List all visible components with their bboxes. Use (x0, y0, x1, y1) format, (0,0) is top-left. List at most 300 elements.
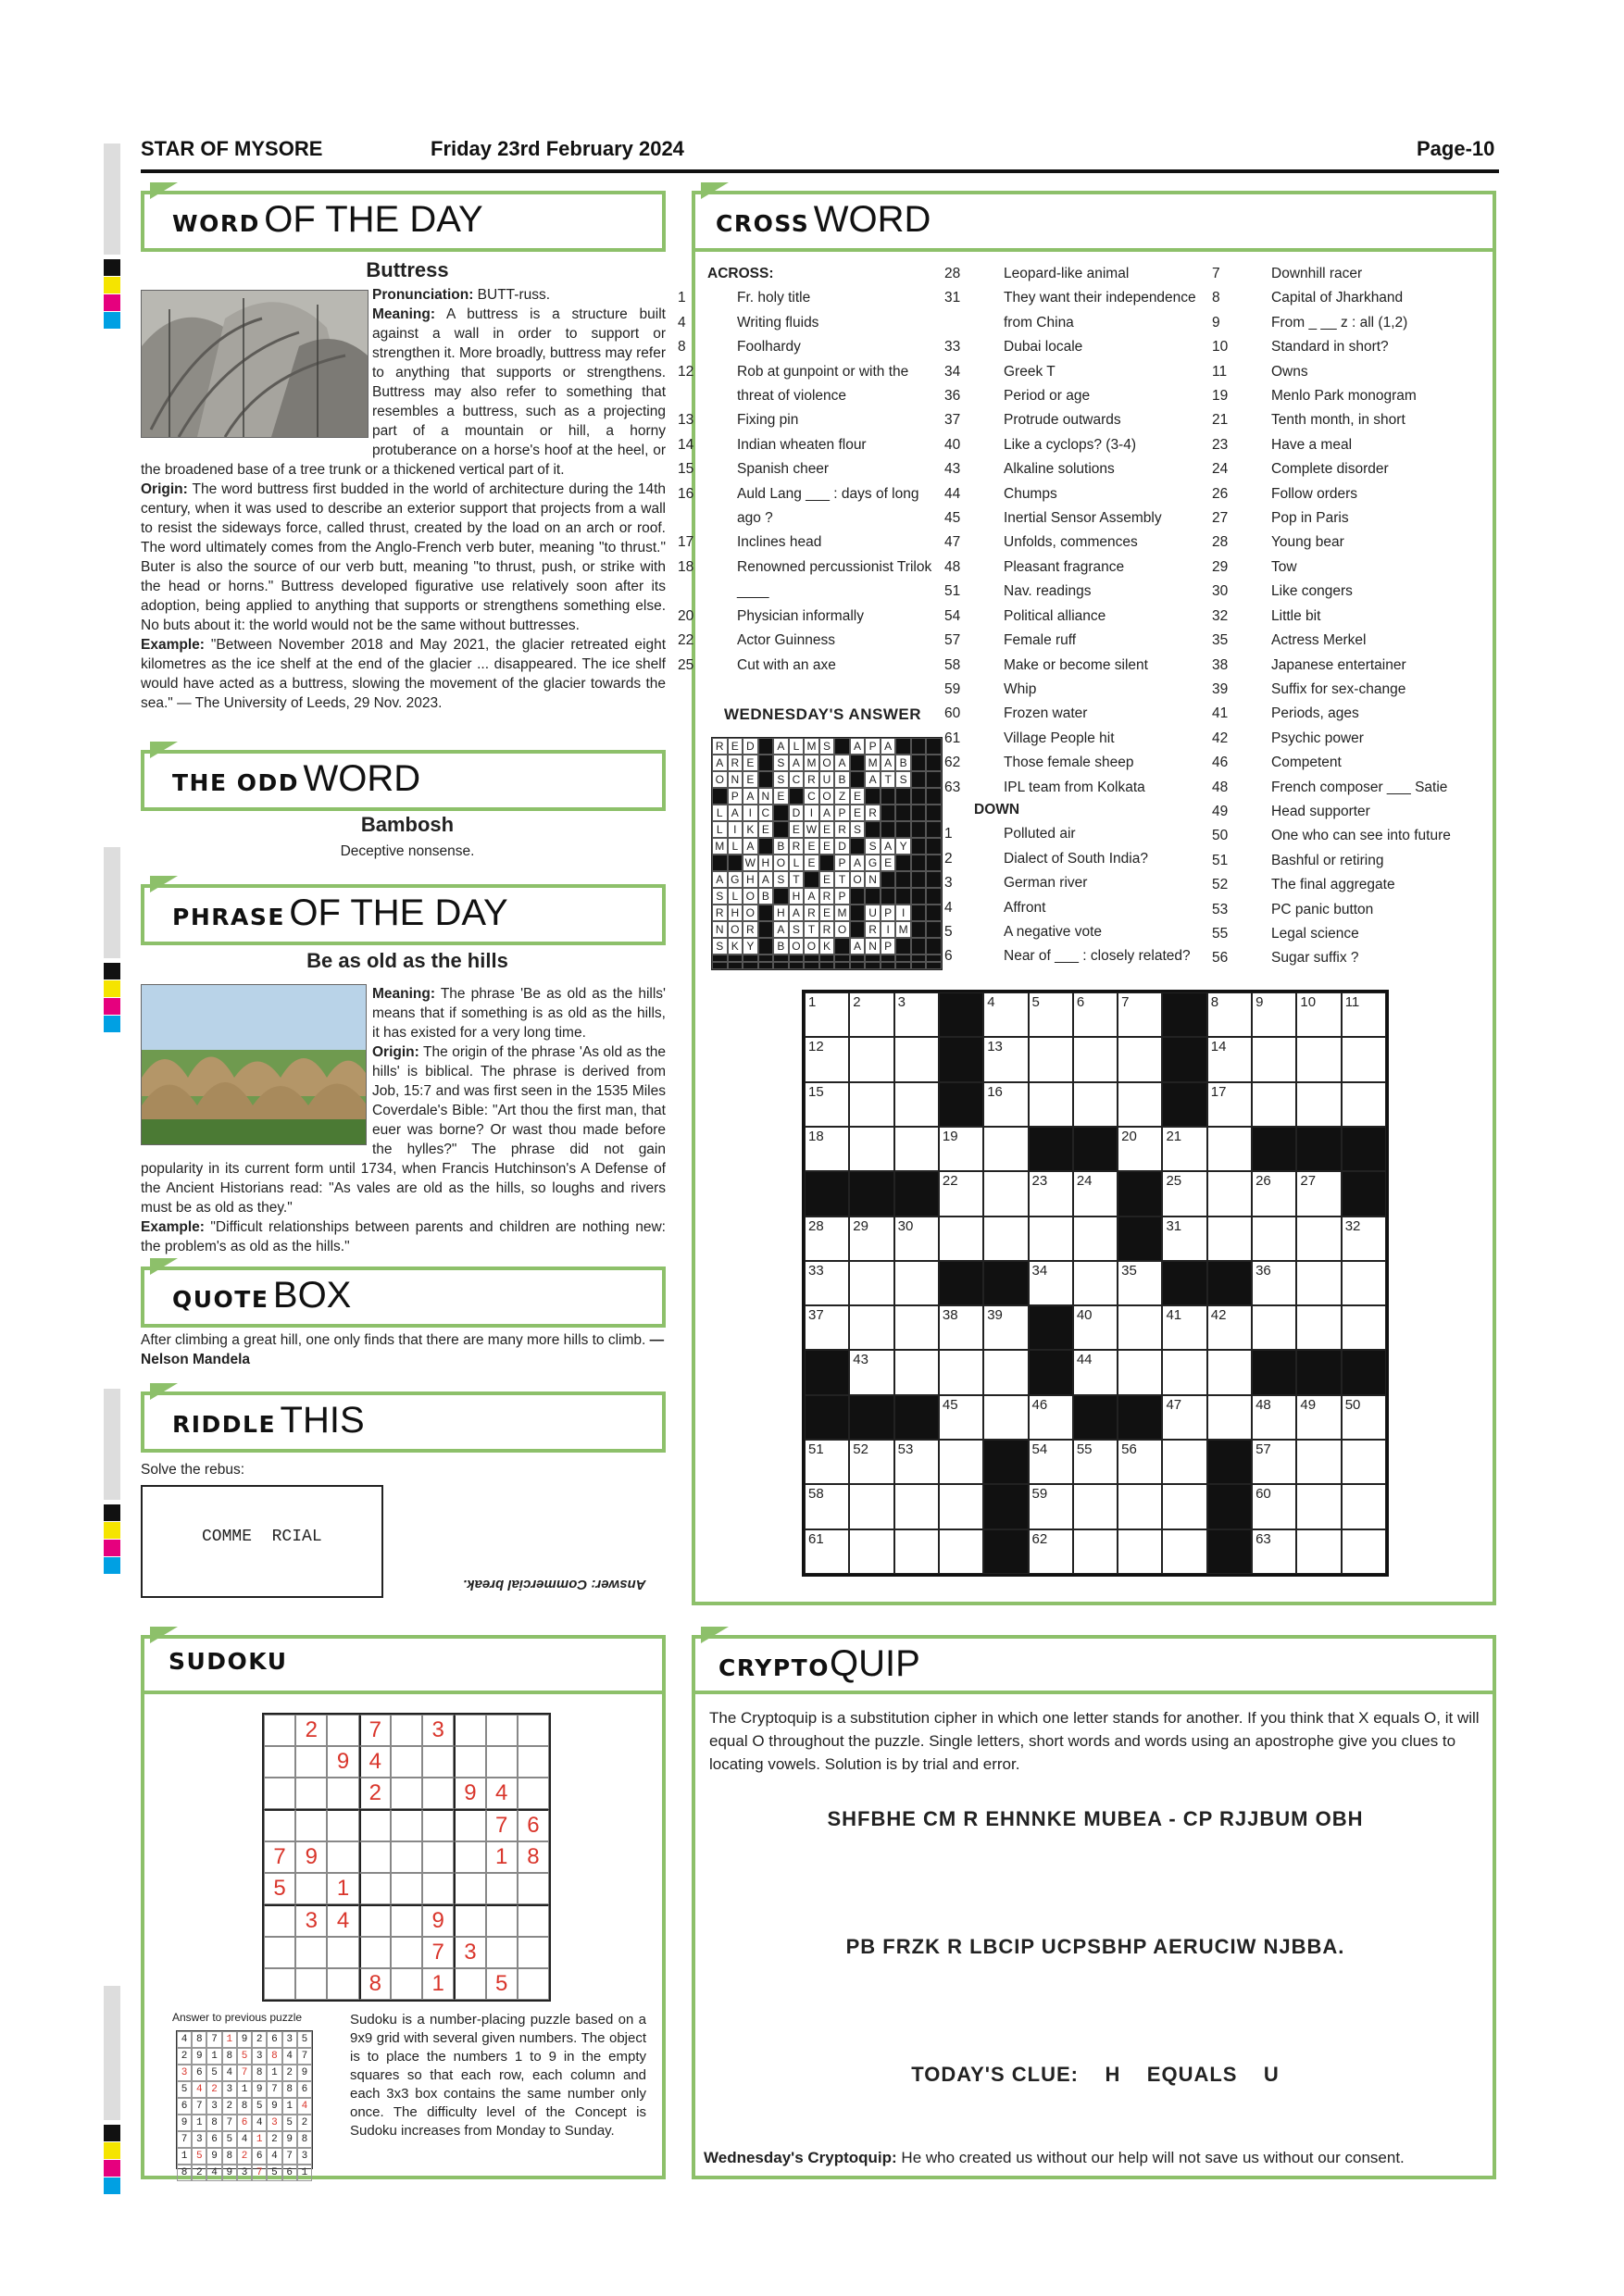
clue-text: Bashful or retiring (1271, 852, 1384, 868)
cmyk-swatch-cyan (104, 1557, 120, 1574)
sudoku-cell[interactable] (264, 1937, 295, 1968)
sudoku-cell[interactable] (486, 1715, 518, 1746)
crossword-cell[interactable] (1342, 1261, 1386, 1305)
crossword-cell[interactable] (1342, 1484, 1386, 1529)
crossword-cell[interactable]: 24 (1073, 1171, 1118, 1216)
answer-cell: N (865, 871, 881, 888)
previous-answer-cell: 6 (206, 2131, 221, 2148)
crossword-cell[interactable] (849, 1484, 893, 1529)
crossword-cell[interactable]: 25 (1162, 1171, 1206, 1216)
crossword-cell[interactable]: 57 (1252, 1440, 1296, 1484)
crossword-cell[interactable]: 44 (1073, 1350, 1118, 1394)
crossword-cell[interactable] (894, 1484, 939, 1529)
crossword-cell[interactable] (1073, 1037, 1118, 1081)
crossword-cell[interactable]: 28 (805, 1217, 849, 1261)
crossword-cell[interactable]: 23 (1029, 1171, 1073, 1216)
sudoku-cell[interactable] (391, 1809, 422, 1841)
clue-text: Have a meal (1271, 436, 1353, 453)
sudoku-cell[interactable] (295, 1968, 327, 2000)
previous-answer-cell: 7 (222, 2115, 237, 2131)
clue-text: Cut with an axe (737, 656, 836, 673)
answer-cell: M (865, 755, 881, 771)
crossword-cell[interactable] (1207, 1395, 1252, 1440)
crossword-cell[interactable]: 56 (1118, 1440, 1162, 1484)
crossword-cell[interactable] (1073, 1082, 1118, 1127)
clue-number: 14 (678, 436, 694, 453)
crossword-cell[interactable] (1207, 1171, 1252, 1216)
sudoku-cell[interactable] (264, 1968, 295, 2000)
cryptoquip-title: CRYPTOQUIP (718, 1643, 920, 1684)
crossword-cell[interactable]: 34 (1029, 1261, 1073, 1305)
crossword-cell[interactable]: 14 (1207, 1037, 1252, 1081)
crossword-cell[interactable]: 48 (1252, 1395, 1296, 1440)
crossword-clue (944, 776, 1224, 800)
crossword-cell[interactable] (894, 1305, 939, 1350)
crossword-clue (1212, 873, 1492, 897)
answer-cell (911, 955, 927, 962)
crossword-cell (1073, 1395, 1118, 1440)
crossword-cell[interactable]: 33 (805, 1261, 849, 1305)
wednesday-answer-grid (711, 737, 943, 970)
answer-cell: E (804, 838, 819, 855)
crossword-cell[interactable] (894, 1037, 939, 1081)
sudoku-cell[interactable] (422, 1873, 454, 1904)
sudoku-cell[interactable] (454, 1715, 485, 1746)
sudoku-cell[interactable] (454, 1746, 485, 1778)
crossword-cell[interactable]: 54 (1029, 1440, 1073, 1484)
crossword-clue (1212, 751, 1492, 775)
crossword-cell[interactable]: 11 (1342, 992, 1386, 1037)
answer-cell (804, 962, 819, 969)
answer-cell (850, 755, 866, 771)
sudoku-cell[interactable] (327, 1778, 358, 1809)
crossword-cell[interactable]: 19 (939, 1127, 983, 1171)
previous-answer-cell: 3 (222, 2081, 237, 2098)
crossword-cell[interactable] (939, 1217, 983, 1261)
answer-cell (911, 838, 927, 855)
crossword-cell[interactable] (1342, 1037, 1386, 1081)
crossword-cell[interactable]: 8 (1207, 992, 1252, 1037)
crossword-clue (944, 262, 1224, 286)
sudoku-cell[interactable] (518, 1968, 549, 2000)
sudoku-cell[interactable] (486, 1904, 518, 1937)
clue-text: Unfolds, commences (1004, 534, 1138, 551)
clue-number: 28 (944, 266, 961, 281)
crossword-cell[interactable]: 17 (1207, 1082, 1252, 1127)
answer-cell (911, 905, 927, 921)
crossword-cell[interactable]: 59 (1029, 1484, 1073, 1529)
sudoku-cell: 5 (264, 1873, 295, 1904)
crossword-cell[interactable] (894, 1529, 939, 1574)
answer-cell (773, 821, 789, 838)
crossword-cell[interactable] (1342, 1082, 1386, 1127)
crossword-cell[interactable] (1252, 1082, 1296, 1127)
crossword-cell[interactable]: 18 (805, 1127, 849, 1171)
crossword-cell[interactable]: 40 (1073, 1305, 1118, 1350)
crossword-clue (1212, 727, 1492, 751)
crossword-cell[interactable]: 5 (1029, 992, 1073, 1037)
crossword-cell[interactable] (849, 1529, 893, 1574)
sudoku-cell[interactable] (264, 1746, 295, 1778)
crossword-cell[interactable]: 29 (849, 1217, 893, 1261)
crossword-cell[interactable] (1073, 1529, 1118, 1574)
sudoku-cell[interactable] (295, 1778, 327, 1809)
crossword-clue (1212, 482, 1492, 506)
crossword-grid[interactable] (802, 990, 1389, 1577)
crossword-cell[interactable]: 21 (1162, 1127, 1206, 1171)
crossword-cell[interactable] (1252, 1037, 1296, 1081)
crossword-cell[interactable]: 32 (1342, 1217, 1386, 1261)
crossword-cell[interactable]: 52 (849, 1440, 893, 1484)
sudoku-cell[interactable] (454, 1968, 485, 2000)
crossword-cell[interactable]: 4 (983, 992, 1028, 1037)
crossword-clue (1212, 605, 1492, 629)
answer-cell (712, 962, 728, 969)
clue-text: From _ __ z : all (1,2) (1271, 314, 1408, 331)
sudoku-cell[interactable] (391, 1968, 422, 2000)
crossword-cell[interactable]: 26 (1252, 1171, 1296, 1216)
crossword-cell[interactable]: 43 (849, 1350, 893, 1394)
crossword-cell[interactable]: 6 (1073, 992, 1118, 1037)
crossword-cell[interactable]: 42 (1207, 1305, 1252, 1350)
previous-answer-cell: 1 (297, 2165, 312, 2181)
sudoku-cell[interactable] (359, 1937, 391, 1968)
sudoku-cell: 3 (422, 1715, 454, 1746)
crossword-cell[interactable]: 12 (805, 1037, 849, 1081)
crossword-cell[interactable] (983, 1217, 1028, 1261)
answer-cell (895, 738, 911, 755)
crossword-clue (1212, 457, 1492, 481)
crossword-cell[interactable] (894, 1350, 939, 1394)
crossword-cell[interactable]: 51 (805, 1440, 849, 1484)
crossword-cell[interactable]: 35 (1118, 1261, 1162, 1305)
answer-cell: C (789, 771, 805, 788)
clue-number: 9 (1212, 314, 1220, 331)
crossword-cell[interactable]: 9 (1252, 992, 1296, 1037)
crossword-cell[interactable] (1118, 1529, 1162, 1574)
sudoku-cell[interactable] (391, 1841, 422, 1873)
answer-cell: N (712, 921, 728, 938)
crossword-cell[interactable]: 45 (939, 1395, 983, 1440)
crossword-cell[interactable] (849, 1127, 893, 1171)
sudoku-cell: 9 (327, 1746, 358, 1778)
crossword-clue (944, 555, 1224, 580)
crossword-cell[interactable]: 61 (805, 1529, 849, 1574)
crossword-cell[interactable] (1342, 1305, 1386, 1350)
sudoku-cell[interactable] (359, 1809, 391, 1841)
previous-answer-cell: 6 (282, 2165, 297, 2181)
sudoku-cell[interactable] (422, 1746, 454, 1778)
crossword-cell[interactable]: 39 (983, 1305, 1028, 1350)
answer-cell: O (850, 871, 866, 888)
sudoku-cell[interactable] (518, 1778, 549, 1809)
crossword-cell[interactable] (939, 1484, 983, 1529)
crossword-cell[interactable] (983, 1127, 1028, 1171)
previous-answer-cell: 9 (192, 2048, 206, 2065)
sudoku-cell[interactable] (518, 1746, 549, 1778)
crossword-cell[interactable] (849, 1082, 893, 1127)
crossword-cell[interactable] (849, 1037, 893, 1081)
answer-cell (881, 805, 896, 821)
crossword-cell[interactable]: 2 (849, 992, 893, 1037)
sudoku-cell: 2 (359, 1778, 391, 1809)
previous-answer-cell: 5 (237, 2048, 252, 2065)
crossword-cell[interactable] (1207, 1217, 1252, 1261)
crossword-cell[interactable]: 41 (1162, 1305, 1206, 1350)
sudoku-cell[interactable] (327, 1968, 358, 2000)
sudoku-cell[interactable] (295, 1746, 327, 1778)
sudoku-cell[interactable] (422, 1809, 454, 1841)
crossword-clue (1212, 629, 1492, 653)
crossword-cell[interactable]: 50 (1342, 1395, 1386, 1440)
crossword-cell[interactable] (894, 1082, 939, 1127)
sudoku-cell[interactable] (264, 1809, 295, 1841)
answer-cell (789, 955, 805, 962)
crossword-cell[interactable]: 3 (894, 992, 939, 1037)
previous-answer-cell: 2 (297, 2115, 312, 2131)
riddle-answer: Answer: Commercial break. (463, 1577, 646, 1592)
crossword-cell[interactable] (1118, 1305, 1162, 1350)
crossword-cell[interactable] (1296, 1261, 1341, 1305)
crossword-cell[interactable] (1118, 1082, 1162, 1127)
previous-answer-cell: 8 (297, 2131, 312, 2148)
answer-cell: E (819, 838, 835, 855)
cmyk-swatch-magenta (104, 2160, 120, 2177)
crossword-cell[interactable]: 46 (1029, 1395, 1073, 1440)
clue-text: Spanish cheer (737, 461, 830, 478)
crossword-cell[interactable] (1162, 1529, 1206, 1574)
crossword-cell[interactable]: 10 (1296, 992, 1341, 1037)
sudoku-cell[interactable] (422, 1841, 454, 1873)
crossword-cell (1207, 1484, 1252, 1529)
crossword-cell[interactable]: 62 (1029, 1529, 1073, 1574)
sudoku-cell[interactable] (454, 1873, 485, 1904)
answer-cell: R (865, 921, 881, 938)
sudoku-cell[interactable] (518, 1904, 549, 1937)
answer-cell (895, 938, 911, 955)
answer-cell (712, 855, 728, 871)
crossword-cell[interactable] (939, 1440, 983, 1484)
crossword-cell[interactable] (1296, 1529, 1341, 1574)
crossword-cell[interactable]: 55 (1073, 1440, 1118, 1484)
clue-text: Downhill racer (1271, 266, 1363, 281)
crossword-cell[interactable]: 53 (894, 1440, 939, 1484)
clue-text: Like a cyclops? (3-4) (1004, 436, 1137, 453)
clue-number: 23 (1212, 436, 1229, 453)
crossword-cell[interactable]: 37 (805, 1305, 849, 1350)
clue-number: 58 (944, 656, 961, 673)
sudoku-cell[interactable] (295, 1873, 327, 1904)
sudoku-cell[interactable] (359, 1904, 391, 1937)
sudoku-cell[interactable] (391, 1937, 422, 1968)
previous-answer-cell: 4 (267, 2148, 281, 2165)
answer-cell (895, 962, 911, 969)
previous-answer-cell: 9 (282, 2131, 297, 2148)
crossword-cell[interactable] (1073, 1484, 1118, 1529)
crossword-cell[interactable]: 27 (1296, 1171, 1341, 1216)
sudoku-cell[interactable] (454, 1809, 485, 1841)
crossword-cell (805, 1395, 849, 1440)
crossword-cell[interactable] (894, 1261, 939, 1305)
answer-cell: D (789, 805, 805, 821)
answer-cell: E (743, 771, 758, 788)
sudoku-cell[interactable] (518, 1715, 549, 1746)
crossword-cell[interactable] (1252, 1217, 1296, 1261)
crossword-cell[interactable] (1207, 1127, 1252, 1171)
answer-cell (926, 755, 942, 771)
answer-cell (773, 805, 789, 821)
crossword-clue (1212, 286, 1492, 310)
crossword-cell[interactable]: 20 (1118, 1127, 1162, 1171)
crossword-cell[interactable]: 30 (894, 1217, 939, 1261)
sudoku-cell[interactable] (327, 1937, 358, 1968)
clue-number: 51 (1212, 852, 1229, 868)
sudoku-grid[interactable] (262, 1713, 551, 2002)
answer-cell (926, 938, 942, 955)
previous-answer-cell: 3 (252, 2048, 267, 2065)
wednesday-cryptoquip: Wednesday's Cryptoquip: He who created us without our help will not save us without our consent. (704, 2149, 1405, 2166)
crossword-clue (1212, 408, 1492, 432)
crossword-cell[interactable] (1029, 1217, 1073, 1261)
crossword-cell[interactable] (1252, 1305, 1296, 1350)
sudoku-cell[interactable] (486, 1873, 518, 1904)
answer-cell (926, 855, 942, 871)
crossword-cell (1296, 1127, 1341, 1171)
crossword-cell[interactable]: 13 (983, 1037, 1028, 1081)
crossword-cell[interactable]: 47 (1162, 1395, 1206, 1440)
crossword-cell[interactable] (1162, 1350, 1206, 1394)
crossword-cell[interactable] (1342, 1440, 1386, 1484)
crossword-cell (805, 1350, 849, 1394)
previous-answer-cell: 4 (192, 2081, 206, 2098)
answer-cell (804, 871, 819, 888)
crossword-cell[interactable]: 16 (983, 1082, 1028, 1127)
sudoku-cell[interactable] (391, 1904, 422, 1937)
crossword-cell[interactable] (983, 1395, 1028, 1440)
crossword-cell[interactable] (1207, 1350, 1252, 1394)
previous-answer-cell: 6 (267, 2031, 281, 2048)
crossword-cell[interactable] (1118, 1484, 1162, 1529)
crossword-cell[interactable]: 7 (1118, 992, 1162, 1037)
crossword-cell[interactable] (1296, 1082, 1341, 1127)
sudoku-cell[interactable] (264, 1778, 295, 1809)
sudoku-cell[interactable] (359, 1841, 391, 1873)
sudoku-cell[interactable] (391, 1778, 422, 1809)
crossword-cell[interactable]: 58 (805, 1484, 849, 1529)
crossword-clue (1212, 311, 1492, 335)
sudoku-cell[interactable] (518, 1937, 549, 1968)
crossword-clue (944, 702, 1224, 726)
sudoku-cell[interactable] (486, 1937, 518, 1968)
sudoku-cell[interactable] (391, 1873, 422, 1904)
crossword-cell[interactable] (1073, 1217, 1118, 1261)
answer-cell (926, 955, 942, 962)
answer-cell (758, 755, 774, 771)
clue-number: 57 (944, 632, 961, 649)
sudoku-cell[interactable] (264, 1715, 295, 1746)
sudoku-cell[interactable] (454, 1841, 485, 1873)
crossword-cell[interactable]: 31 (1162, 1217, 1206, 1261)
crossword-cell[interactable] (1296, 1305, 1341, 1350)
clue-number: 25 (678, 656, 694, 673)
sudoku-cell[interactable] (391, 1715, 422, 1746)
answer-cell: K (728, 938, 743, 955)
crossword-cell (1296, 1350, 1341, 1394)
crossword-cell[interactable] (1029, 1037, 1073, 1081)
crossword-cell[interactable] (1296, 1037, 1341, 1081)
previous-answer-cell: 1 (222, 2031, 237, 2048)
sudoku-cell[interactable] (359, 1873, 391, 1904)
crossword-cell[interactable] (849, 1261, 893, 1305)
crossword-cell[interactable]: 1 (805, 992, 849, 1037)
answer-cell: L (728, 888, 743, 905)
previous-answer-cell: 3 (177, 2065, 192, 2081)
crossword-cell[interactable] (939, 1350, 983, 1394)
crossword-cell[interactable] (849, 1305, 893, 1350)
sudoku-cell[interactable] (295, 1809, 327, 1841)
crossword-cell[interactable] (1296, 1440, 1341, 1484)
sudoku-cell[interactable] (422, 1778, 454, 1809)
sudoku-cell[interactable] (518, 1873, 549, 1904)
sudoku-cell[interactable] (327, 1841, 358, 1873)
crossword-cell[interactable]: 49 (1296, 1395, 1341, 1440)
crossword-cell[interactable] (1296, 1217, 1341, 1261)
answer-cell: E (881, 855, 896, 871)
sudoku-cell[interactable] (454, 1904, 485, 1937)
sudoku-title-rule (144, 1691, 662, 1694)
crossword-cell[interactable]: 15 (805, 1082, 849, 1127)
crossword-cell[interactable] (1118, 1350, 1162, 1394)
answer-cell: O (834, 921, 850, 938)
crossword-cell[interactable] (1162, 1440, 1206, 1484)
answer-cell: O (804, 938, 819, 955)
crossword-cell[interactable] (1029, 1082, 1073, 1127)
sudoku-cell[interactable] (264, 1904, 295, 1937)
crossword-cell[interactable]: 22 (939, 1171, 983, 1216)
crossword-cell[interactable]: 36 (1252, 1261, 1296, 1305)
answer-cell (758, 738, 774, 755)
crossword-cell[interactable]: 60 (1252, 1484, 1296, 1529)
crossword-cell[interactable] (1162, 1484, 1206, 1529)
crossword-cell[interactable] (1296, 1484, 1341, 1529)
down-clues-col3 (1212, 262, 1492, 971)
sudoku-cell[interactable] (327, 1809, 358, 1841)
crossword-cell[interactable] (1118, 1037, 1162, 1081)
previous-answer-cell: 3 (192, 2131, 206, 2148)
answer-cell (758, 921, 774, 938)
crossword-cell[interactable] (939, 1529, 983, 1574)
sudoku-cell[interactable] (295, 1937, 327, 1968)
clue-number: 54 (944, 607, 961, 624)
crossword-cell[interactable] (894, 1127, 939, 1171)
sudoku-cell[interactable] (486, 1746, 518, 1778)
crossword-cell[interactable] (1073, 1261, 1118, 1305)
previous-answer-cell: 4 (252, 2115, 267, 2131)
previous-answer-cell: 9 (267, 2098, 281, 2115)
crossword-cell[interactable] (983, 1171, 1028, 1216)
sudoku-cell: 1 (422, 1968, 454, 2000)
crossword-cell[interactable]: 38 (939, 1305, 983, 1350)
answer-cell: A (850, 738, 866, 755)
answer-cell: U (865, 905, 881, 921)
sudoku-cell[interactable] (327, 1715, 358, 1746)
previous-answer-cell: 3 (267, 2115, 281, 2131)
sudoku-cell[interactable] (391, 1746, 422, 1778)
crossword-cell[interactable] (983, 1350, 1028, 1394)
crossword-cell[interactable] (1342, 1529, 1386, 1574)
clue-number: 13 (678, 412, 694, 429)
crossword-cell[interactable]: 63 (1252, 1529, 1296, 1574)
